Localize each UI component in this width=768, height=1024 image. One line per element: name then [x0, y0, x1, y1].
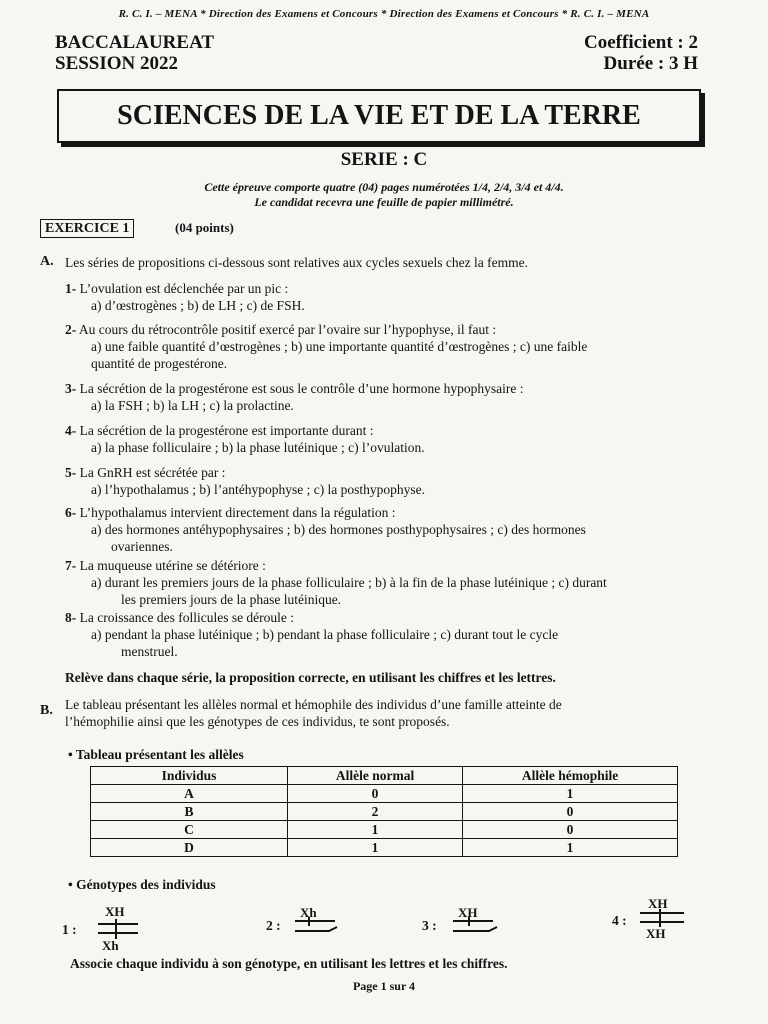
genotype-1-top-allele: XH — [105, 904, 125, 919]
genotype-1-bottom-allele: Xh — [102, 938, 119, 953]
question-answer: a) une faible quantité d’œstrogènes ; b) une importante quantité d’œstrogènes ; c) une faible — [91, 339, 588, 354]
table-row — [91, 839, 678, 857]
part-b-intro-line-1: Le tableau présentant les allèles normal et hémophile des individus d’une famille atteinte de — [65, 697, 562, 712]
question-1 — [65, 280, 715, 314]
table-header: Allèle normal — [288, 767, 463, 785]
question-answer: a) des hormones antéhypophysaires ; b) des hormones posthypophysaires ; c) des hormones — [91, 522, 586, 537]
question-answer: a) la FSH ; b) la LH ; c) la prolactine. — [91, 398, 294, 413]
question-number: 3- — [65, 381, 77, 396]
genotype-1-chromosomes-icon — [96, 918, 140, 940]
table-header: Individus — [91, 767, 288, 785]
question-stem: L’ovulation est déclenchée par un pic : — [79, 281, 289, 296]
serie-label: SERIE : C — [340, 149, 428, 170]
genotype-3-top-allele: XH — [458, 905, 478, 920]
exam-note — [0, 180, 768, 210]
table-cell: 1 — [463, 839, 678, 857]
table-cell: 0 — [288, 785, 463, 803]
question-8 — [65, 609, 715, 660]
table-row — [91, 785, 678, 803]
question-number: 1- — [65, 281, 77, 296]
table-cell: D — [91, 839, 288, 857]
question-4 — [65, 422, 715, 456]
table-cell: 0 — [463, 803, 678, 821]
question-stem: La muqueuse utérine se détériore : — [79, 558, 266, 573]
exam-meta — [584, 32, 698, 74]
genotype-4-bottom-allele: XH — [646, 926, 666, 941]
exam-name: BACCALAUREAT — [55, 32, 215, 53]
page-number: Page 1 sur 4 — [352, 979, 416, 993]
part-b-letter: B. — [40, 703, 53, 718]
table-header-row — [91, 767, 678, 785]
table-header: Allèle hémophile — [463, 767, 678, 785]
exercise-points: (04 points) — [175, 220, 234, 235]
header-ministry-line: R. C. I. – MENA * Direction des Examens et Concours * Direction des Examens et Concours * R. C. I. – MENA — [118, 8, 650, 20]
table-cell: 1 — [288, 839, 463, 857]
question-6 — [65, 504, 715, 555]
part-b-intro — [65, 696, 715, 730]
table-cell: A — [91, 785, 288, 803]
genotype-4-number: 4 : — [612, 913, 627, 928]
exam-note-line-1: Cette épreuve comporte quatre (04) pages numérotées 1/4, 2/4, 3/4 et 4/4. — [204, 180, 564, 194]
part-b-instruction: Associe chaque individu à son génotype, en utilisant les lettres et les chiffres. — [70, 956, 508, 971]
part-a-letter: A. — [40, 254, 54, 269]
genotype-4-top-allele: XH — [648, 896, 668, 911]
table-title: • Tableau présentant les allèles — [68, 747, 244, 762]
table-cell: B — [91, 803, 288, 821]
exam-note-line-2: Le candidat recevra une feuille de papier millimétré. — [254, 195, 514, 209]
part-a-intro: Les séries de propositions ci-dessous sont relatives aux cycles sexuels chez la femme. — [65, 255, 528, 270]
question-answer: a) pendant la phase lutéinique ; b) pendant la phase folliculaire ; c) durant tout le cycle — [91, 627, 559, 642]
question-stem: La GnRH est sécrétée par : — [79, 465, 226, 480]
table-cell: 0 — [463, 821, 678, 839]
genotypes-title: • Génotypes des individus — [68, 877, 216, 892]
question-number: 2- — [65, 322, 77, 337]
question-answer: a) d’œstrogènes ; b) de LH ; c) de FSH. — [91, 298, 305, 313]
table-cell: 2 — [288, 803, 463, 821]
question-stem: Au cours du rétrocontrôle positif exercé par l’ovaire sur l’hypophyse, il faut : — [78, 322, 497, 337]
alleles-table — [90, 766, 678, 857]
question-7 — [65, 557, 715, 608]
table-row — [91, 803, 678, 821]
table-title-text: Tableau présentant les allèles — [75, 747, 244, 762]
genotype-1-number: 1 : — [62, 922, 77, 937]
part-a-instruction: Relève dans chaque série, la proposition correcte, en utilisant les chiffres et les lettres. — [65, 670, 556, 685]
exam-session: SESSION 2022 — [55, 53, 179, 74]
question-number: 8- — [65, 610, 77, 625]
subject-title: SCIENCES DE LA VIE ET DE LA TERRE — [57, 89, 701, 143]
question-answer: a) durant les premiers jours de la phase folliculaire ; b) à la fin de la phase lutéinique ; c) durant — [91, 575, 607, 590]
question-answer: a) la phase folliculaire ; b) la phase lutéinique ; c) l’ovulation. — [91, 440, 425, 455]
exercise-title: EXERCICE 1 — [40, 219, 134, 238]
table-cell: 1 — [463, 785, 678, 803]
question-answer: menstruel. — [121, 644, 178, 659]
question-answer: les premiers jours de la phase lutéinique. — [121, 592, 342, 607]
question-number: 5- — [65, 465, 77, 480]
question-3 — [65, 380, 715, 414]
question-5 — [65, 464, 715, 498]
genotype-3-chromosomes-icon — [451, 916, 499, 936]
question-stem: La sécrétion de la progestérone est importante durant : — [79, 423, 374, 438]
question-number: 7- — [65, 558, 77, 573]
question-stem: La croissance des follicules se déroule : — [79, 610, 295, 625]
exam-duration: Durée : 3 H — [603, 53, 698, 74]
question-answer: quantité de progestérone. — [91, 356, 228, 371]
question-number: 6- — [65, 505, 77, 520]
genotype-2-top-allele: Xh — [300, 905, 317, 920]
exam-info — [55, 32, 214, 74]
genotype-2-number: 2 : — [266, 918, 281, 933]
table-cell: 1 — [288, 821, 463, 839]
question-number: 4- — [65, 423, 77, 438]
genotype-4-chromosomes-icon — [638, 908, 686, 928]
genotypes-title-text: Génotypes des individus — [76, 877, 216, 892]
genotype-2-chromosomes-icon — [293, 916, 339, 936]
question-2 — [65, 321, 715, 372]
question-answer: ovariennes. — [111, 539, 173, 554]
part-b-intro-line-2: l’hémophilie ainsi que les génotypes de ces individus, te sont proposés. — [65, 714, 450, 729]
question-stem: L’hypothalamus intervient directement dans la régulation : — [79, 505, 396, 520]
table-cell: C — [91, 821, 288, 839]
question-stem: La sécrétion de la progestérone est sous le contrôle d’une hormone hypophysaire : — [79, 381, 524, 396]
exam-coefficient: Coefficient : 2 — [584, 32, 698, 53]
table-row — [91, 821, 678, 839]
genotype-3-number: 3 : — [422, 918, 437, 933]
question-answer: a) l’hypothalamus ; b) l’antéhypophyse ; c) la posthypophyse. — [91, 482, 426, 497]
